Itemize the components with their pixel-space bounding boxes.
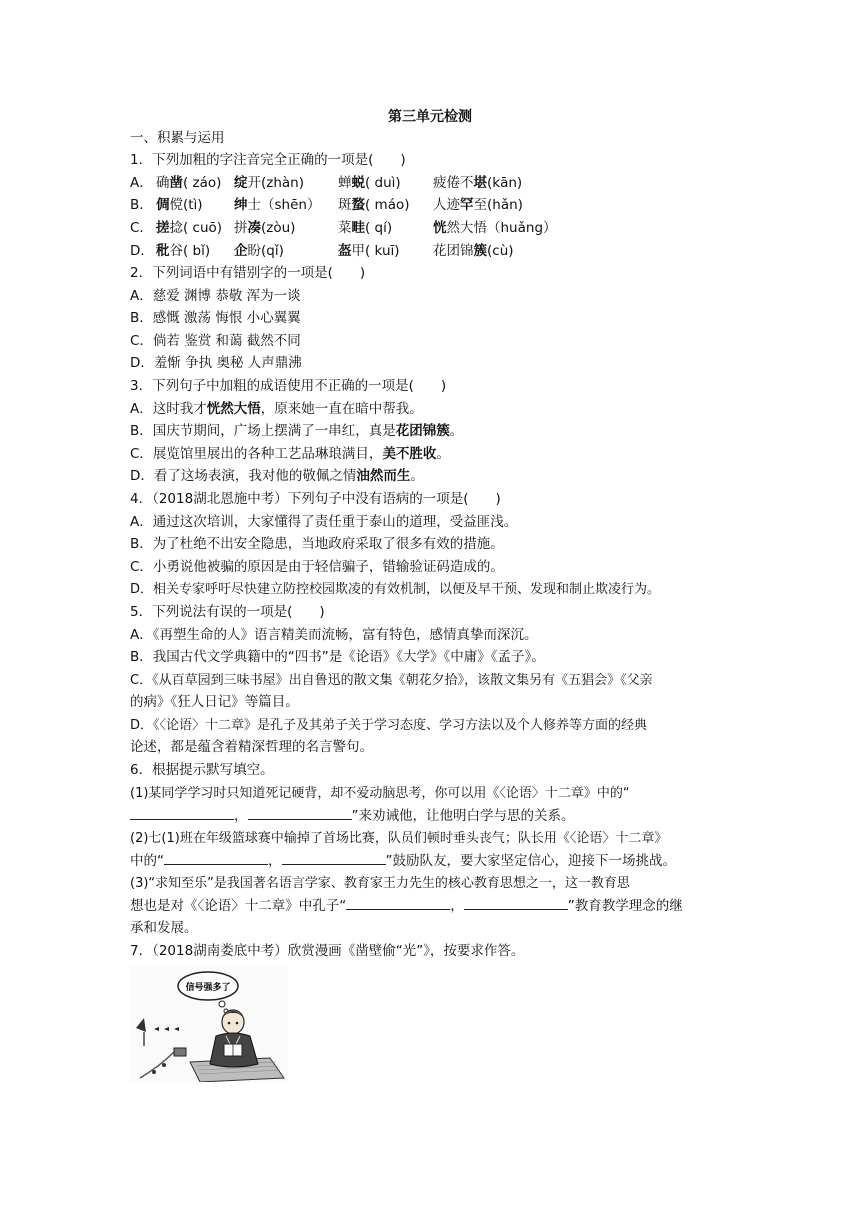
q5-option-c-line1: C．《从百草园到三味书屋》出自鲁迅的散文集《朝花夕拾》，该散文集另有《五猖会》《父亲 <box>130 673 653 688</box>
router-icon <box>136 1018 179 1046</box>
q6-item1-line1: (1)某同学学习时只知道死记硬背，却不爱动脑思考，你可以用《〈论语〉十二章》中的“ <box>130 786 630 801</box>
q3-option-c: C．展览馆里展出的各种工艺品琳琅满目，美不胜收。 <box>130 446 450 462</box>
q5-option-d-line2: 论述，都是蕴含着精深哲理的名言警句。 <box>130 739 373 755</box>
q1-stem: 1．下列加粗的字注音完全正确的一项是( ) <box>130 152 406 168</box>
answer-blank[interactable] <box>346 897 450 910</box>
q2-option-d: D．羞惭 争执 奥秘 人声鼎沸 <box>130 355 302 371</box>
q6-item3-line1: (3)“求知至乐”是我国著名语言学家、教育家王力先生的核心教育思想之一，这一教育思 <box>130 876 630 891</box>
q5-option-a: A．《再塑生命的人》语言精美而流畅，富有特色，感情真挚而深沉。 <box>130 627 538 643</box>
option-label: C． <box>130 220 153 236</box>
q1-option-b: B． 倜傥(tì) 绅士（shēn） 斑蝥( máo) 人迹罕至(hǎn) <box>130 197 523 213</box>
comic-illustration <box>130 966 288 1082</box>
q5-option-b: B．我国古代文学典籍中的“四书”是《论语》《大学》《中庸》《孟子》。 <box>130 649 545 665</box>
q3-option-b: B．国庆节期间，广场上摆满了一串红，真是花团锦簇。 <box>130 423 464 439</box>
q5-stem: 5．下列说法有误的一项是( ) <box>130 604 325 620</box>
option-label: D． <box>130 243 154 259</box>
student-figure-icon <box>210 1010 258 1067</box>
q6-item1-line2: ， ”来劝诫他，让他明白学与思的关系。 <box>130 807 740 825</box>
q2-option-b: B．感慨 激荡 悔恨 小心翼翼 <box>130 310 301 326</box>
q1-option-a: A． 确凿( záo) 绽开(zhàn) 蝉蜕( duì) 疲倦不堪(kān) <box>130 175 523 191</box>
answer-blank[interactable] <box>164 852 268 865</box>
q2-option-c: C．倘若 鉴赏 和蔼 截然不同 <box>130 333 301 349</box>
answer-blank[interactable] <box>130 807 234 820</box>
q4-stem: 4．（2018湖北恩施中考）下列句子中没有语病的一项是( ) <box>130 491 501 507</box>
answer-blank[interactable] <box>282 852 386 865</box>
option-label: B． <box>130 197 153 213</box>
q3-option-a: A．这时我才恍然大悟，原来她一直在暗中帮我。 <box>130 401 423 417</box>
comic-bubble-text: 信号强多了 <box>185 983 231 993</box>
page-title: 第三单元检测 <box>388 109 472 125</box>
answer-blank[interactable] <box>464 897 568 910</box>
q1-option-d: D． 秕谷( bǐ) 企盼(qǐ) 盔甲( kuī) 花团锦簇(cù) <box>130 243 514 259</box>
q4-option-a: A．通过这次培训，大家懂得了责任重于泰山的道理，受益匪浅。 <box>130 514 518 530</box>
q5-option-d-line1: D．《〈论语〉十二章》是孔子及其弟子关于学习态度、学习方法以及个人修养等方面的经典 <box>130 718 648 733</box>
q5-option-c-line2: 的病》《狂人日记》等篇目。 <box>130 694 299 710</box>
q6-stem: 6．根据提示默写填空。 <box>130 762 274 778</box>
q2-stem: 2．下列词语中有错别字的一项是( ) <box>130 265 366 281</box>
q3-option-d: D．看了这场表演，我对他的敬佩之情油然而生。 <box>130 468 424 484</box>
option-label: A． <box>130 175 153 191</box>
q4-option-b: B．为了杜绝不出安全隐患，当地政府采取了很多有效的措施。 <box>130 536 504 552</box>
q1-option-c: C． 搓捻( cuō) 拼凑(zòu) 菜畦( qí) 恍然大悟（huǎng） <box>130 220 557 236</box>
answer-blank[interactable] <box>248 807 352 820</box>
q6-item2-line1: (2)七(1)班在年级篮球赛中输掉了首场比赛，队员们顿时垂头丧气；队长用《〈论语〉十二章》 <box>130 831 668 846</box>
q3-stem: 3．下列句子中加粗的成语使用不正确的一项是( ) <box>130 378 447 394</box>
q7-stem: 7．（2018湖南娄底中考）欣赏漫画《凿壁偷“光”》，按要求作答。 <box>130 943 525 959</box>
section-heading: 一、积累与运用 <box>130 130 225 146</box>
q6-item2-line2: 中的“ ， ”鼓励队友，要大家坚定信心，迎接下一场挑战。 <box>130 853 676 869</box>
q2-option-a: A．慈爱 渊博 恭敬 浑为一谈 <box>130 288 301 304</box>
q4-option-d: D．相关专家呼吁尽快建立防控校园欺凌的有效机制，以便及早干预、发现和制止欺凌行为。 <box>130 582 661 597</box>
q4-option-c: C．小勇说他被骗的原因是由于轻信骗子，错输验证码造成的。 <box>130 559 504 575</box>
q6-item3-line3: 承和发展。 <box>130 920 198 936</box>
q6-item3-line2: 想也是对《〈论语〉十二章》中孔子“ ， ”教育教学理念的继 <box>130 898 683 914</box>
